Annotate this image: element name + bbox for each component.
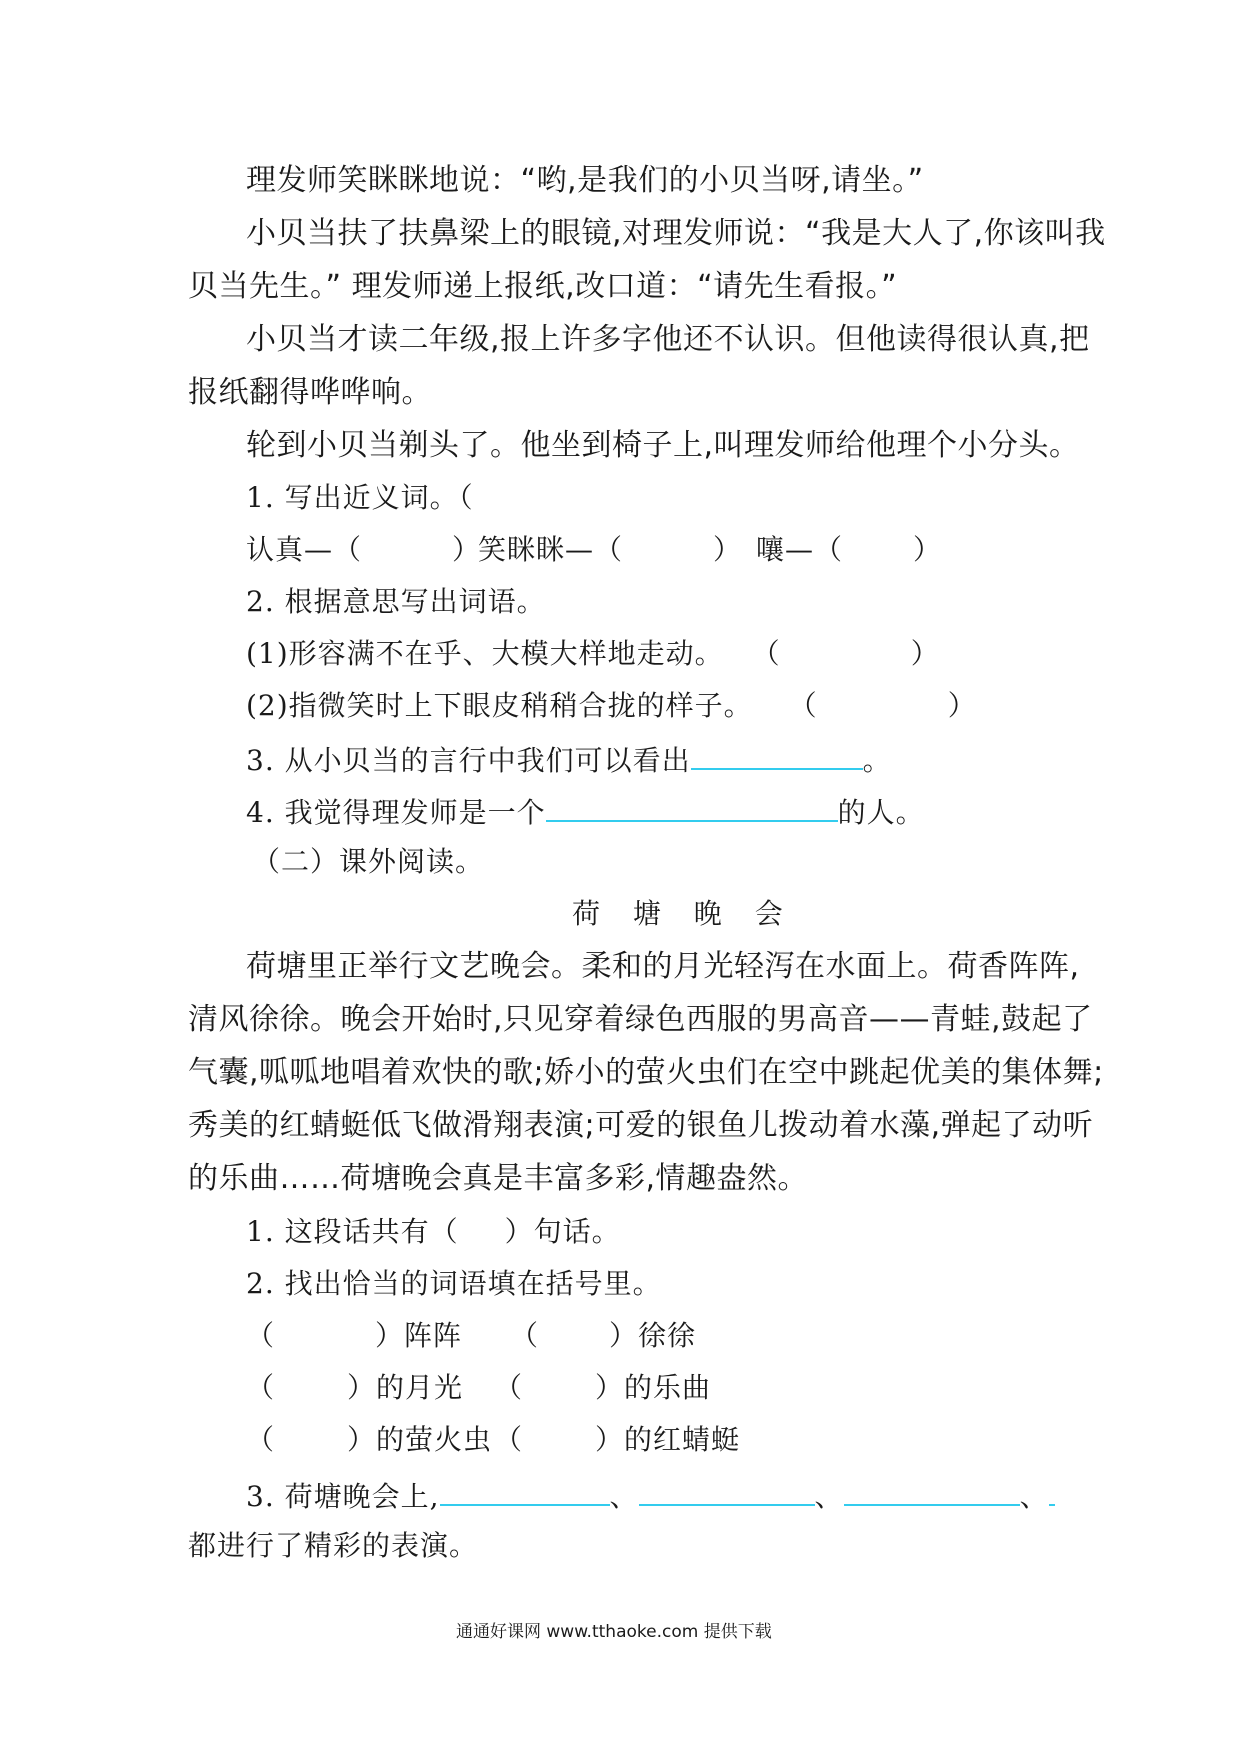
aq2-r3b-open: （ <box>494 1423 524 1456</box>
article-line-4: 秀美的红蜻蜓低飞做滑翔表演;可爱的银鱼儿拨动着水藻,弹起了动听 <box>188 1108 1094 1143</box>
article-line-2: 清风徐徐。晚会开始时,只见穿着绿色西服的男高音——青蛙,鼓起了 <box>188 1002 1093 1037</box>
q2-item-2-text: (2)指微笑时上下眼皮稍稍合拢的样子。 <box>246 689 753 722</box>
q1-word-1 <box>246 533 482 566</box>
aq3-answer-line-1[interactable] <box>440 1480 610 1506</box>
aq2-row1-a <box>246 1319 463 1352</box>
q2-item-1-close: ） <box>910 637 940 670</box>
aq3-sep-3: 、 <box>1019 1480 1049 1513</box>
q1-word-3-label: 嚷—（ <box>756 533 844 566</box>
aq2-r3a-text: ）的萤火虫 <box>347 1423 493 1456</box>
q2-item-2-open: （ <box>788 689 818 722</box>
q2-item-2-close: ） <box>947 689 977 722</box>
aq1 <box>246 1215 621 1248</box>
story-line-1: 理发师笑眯眯地说：“哟,是我们的小贝当呀,请坐。” <box>246 163 924 198</box>
q1-word-2-close: ） <box>713 533 743 566</box>
q3-end: 。 <box>862 744 892 777</box>
aq2-r2a-text: ）的月光 <box>347 1371 464 1404</box>
article-line-1: 荷塘里正举行文艺晚会。柔和的月光轻泻在水面上。荷香阵阵, <box>246 949 1080 984</box>
aq2-r3b-text: ）的红蜻蜓 <box>595 1423 741 1456</box>
section-2-label: （二）课外阅读。 <box>252 845 485 878</box>
q1-word-3-close: ） <box>913 533 943 566</box>
aq3-text: 3. 荷塘晚会上, <box>246 1480 440 1513</box>
q2-item-1-open: （ <box>751 637 781 670</box>
q1-word-1-close: ） <box>452 533 482 566</box>
story-line-2: 小贝当扶了扶鼻梁上的眼镜,对理发师说：“我是大人了,你该叫我 <box>246 216 1106 251</box>
q3-answer-line[interactable] <box>691 744 863 770</box>
aq2-row3-a <box>246 1423 493 1456</box>
story-line-3: 贝当先生。” 理发师递上报纸,改口道：“请先生看报。” <box>188 269 898 304</box>
article-line-3: 气囊,呱呱地唱着欢快的歌;娇小的萤火虫们在空中跳起优美的集体舞; <box>188 1055 1104 1090</box>
aq2-r2a-open: （ <box>246 1371 276 1404</box>
aq2-r1a-open: （ <box>246 1319 276 1352</box>
q4-text: 4. 我觉得理发师是一个 <box>246 796 546 829</box>
q1-word-3 <box>756 533 943 566</box>
aq1-text: 1. 这段话共有（ <box>246 1215 459 1248</box>
aq2-r1b-open: （ <box>510 1319 540 1352</box>
aq2-r1b-text: ）徐徐 <box>609 1319 697 1352</box>
aq3 <box>246 1480 1055 1511</box>
q1-word-2-label: 笑眯眯—（ <box>478 533 624 566</box>
q3-text: 3. 从小贝当的言行中我们可以看出 <box>246 744 691 777</box>
q2-item-1 <box>246 637 940 670</box>
q2-item-2 <box>246 689 977 722</box>
aq2-r2b-text: ）的乐曲 <box>595 1371 712 1404</box>
article-title: 荷 塘 晚 会 <box>572 897 795 930</box>
aq2-row2-a <box>246 1371 464 1404</box>
aq3-sep-1: 、 <box>609 1480 639 1513</box>
article-line-5: 的乐曲……荷塘晚会真是丰富多彩,情趣盎然。 <box>188 1161 809 1196</box>
aq2-row3-b <box>494 1423 741 1456</box>
aq1-end: ）句话。 <box>504 1215 621 1248</box>
aq2-r1a-text: ）阵阵 <box>375 1319 463 1352</box>
aq3-answer-line-2[interactable] <box>639 1480 815 1506</box>
aq3-answer-line-4[interactable] <box>1049 1480 1055 1506</box>
aq2-r3a-open: （ <box>246 1423 276 1456</box>
q1-word-1-label: 认真—（ <box>246 533 363 566</box>
q4-end: 的人。 <box>837 796 925 829</box>
story-line-4: 小贝当才读二年级,报上许多字他还不认识。但他读得很认真,把 <box>246 322 1090 357</box>
aq3-line-2: 都进行了精彩的表演。 <box>188 1529 479 1562</box>
q4 <box>246 796 925 827</box>
aq3-sep-2: 、 <box>814 1480 844 1513</box>
q1-title: 1. 写出近义词。（ <box>246 481 474 514</box>
aq2-title: 2. 找出恰当的词语填在括号里。 <box>246 1267 662 1300</box>
q1-word-2 <box>478 533 743 566</box>
footer-source: 通通好课网 www.tthaoke.com 提供下载 <box>456 1622 772 1642</box>
q2-item-1-text: (1)形容满不在乎、大模大样地走动。 <box>246 637 724 670</box>
q2-title: 2. 根据意思写出词语。 <box>246 585 546 618</box>
aq3-answer-line-3[interactable] <box>844 1480 1020 1506</box>
aq2-r2b-open: （ <box>494 1371 524 1404</box>
q3 <box>246 744 892 775</box>
story-line-5: 报纸翻得哗哗响。 <box>188 375 432 410</box>
q4-answer-line[interactable] <box>546 796 838 822</box>
story-line-6: 轮到小贝当剃头了。他坐到椅子上,叫理发师给他理个小分头。 <box>246 428 1080 463</box>
aq2-row2-b <box>494 1371 712 1404</box>
aq2-row1-b <box>510 1319 697 1352</box>
